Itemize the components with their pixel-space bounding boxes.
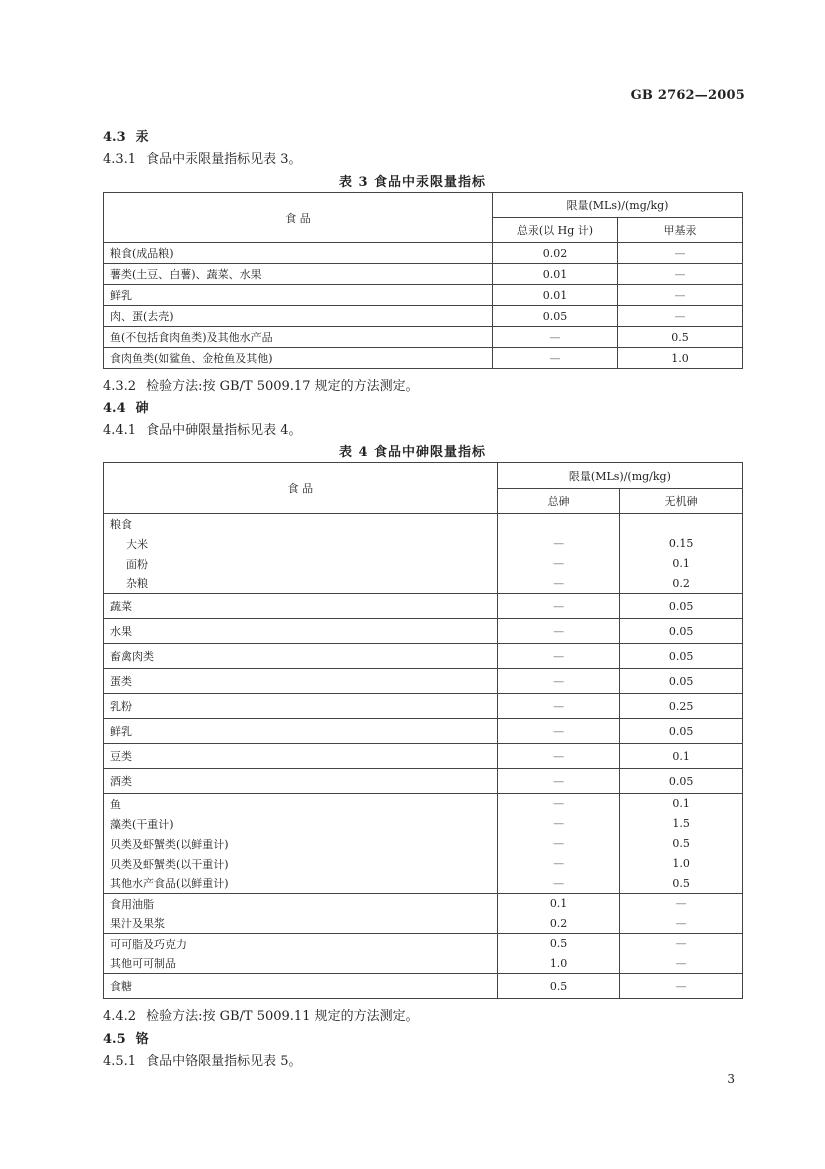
section-title: 铬 — [135, 1032, 149, 1047]
food-cell: 其他水产食品(以鲜重计) — [104, 874, 498, 894]
table-row — [104, 834, 743, 854]
section-number: 4.4 — [103, 401, 126, 416]
total-arsenic-cell: — — [497, 534, 620, 554]
inorganic-arsenic-cell: 0.1 — [620, 794, 743, 814]
section-number: 4.5 — [103, 1032, 126, 1047]
total-arsenic-cell: — — [497, 744, 620, 769]
section-number: 4.4.2 — [103, 1009, 137, 1024]
table-row — [104, 574, 743, 594]
food-cell: 果汁及果浆 — [104, 914, 498, 934]
food-cell: 食用油脂 — [104, 894, 498, 914]
inorganic-arsenic-cell: 0.05 — [620, 619, 743, 644]
section-4-4-2 — [103, 1005, 419, 1024]
total-arsenic-cell: — — [497, 694, 620, 719]
total-arsenic-cell: — — [497, 669, 620, 694]
header-food: 食 品 — [104, 193, 493, 243]
table-3 — [103, 192, 743, 369]
page-number: 3 — [727, 1072, 735, 1086]
total-arsenic-cell: — — [497, 619, 620, 644]
food-cell: 水果 — [104, 619, 498, 644]
food-cell: 其他可可制品 — [104, 954, 498, 974]
total-mercury-cell: 0.05 — [493, 306, 618, 327]
total-arsenic-cell: — — [497, 719, 620, 744]
methylmercury-cell: — — [618, 243, 743, 264]
food-cell: 鲜乳 — [104, 285, 493, 306]
section-4-3-2 — [103, 375, 419, 394]
table-4 — [103, 462, 743, 999]
inorganic-arsenic-cell: 0.05 — [620, 669, 743, 694]
paragraph-text: 检验方法:按 GB/T 5009.11 规定的方法测定。 — [146, 1009, 419, 1024]
section-4-3-heading — [103, 126, 149, 145]
food-cell: 食糖 — [104, 974, 498, 999]
food-cell: 肉、蛋(去壳) — [104, 306, 493, 327]
paragraph-text: 食品中汞限量指标见表 3。 — [146, 152, 302, 167]
food-cell: 粮食 — [104, 514, 498, 534]
section-4-3-1 — [103, 148, 301, 167]
table-row — [104, 619, 743, 644]
table-row — [104, 814, 743, 834]
table-row — [104, 934, 743, 954]
food-cell: 蔬菜 — [104, 594, 498, 619]
paragraph-text: 检验方法:按 GB/T 5009.17 规定的方法测定。 — [146, 379, 419, 394]
total-arsenic-cell: — — [497, 834, 620, 854]
header-food: 食 品 — [104, 463, 498, 514]
section-4-5-heading — [103, 1028, 149, 1047]
table-row — [104, 534, 743, 554]
total-arsenic-cell: 0.1 — [497, 894, 620, 914]
food-cell: 粮食(成品粮) — [104, 243, 493, 264]
food-cell: 藻类(干重计) — [104, 814, 498, 834]
food-cell: 薯类(土豆、白薯)、蔬菜、水果 — [104, 264, 493, 285]
inorganic-arsenic-cell: 0.05 — [620, 644, 743, 669]
total-arsenic-cell: — — [497, 594, 620, 619]
inorganic-arsenic-cell — [620, 514, 743, 534]
table-row — [104, 285, 743, 306]
food-cell: 面粉 — [104, 554, 498, 574]
total-arsenic-cell: 1.0 — [497, 954, 620, 974]
section-4-5-1 — [103, 1050, 301, 1069]
food-cell: 畜禽肉类 — [104, 644, 498, 669]
section-title: 砷 — [135, 401, 149, 416]
table-row — [104, 874, 743, 894]
food-cell: 鲜乳 — [104, 719, 498, 744]
inorganic-arsenic-cell: 0.5 — [620, 834, 743, 854]
inorganic-arsenic-cell: 0.5 — [620, 874, 743, 894]
methylmercury-cell: 1.0 — [618, 348, 743, 369]
table-row — [104, 769, 743, 794]
inorganic-arsenic-cell: 0.2 — [620, 574, 743, 594]
table-row — [104, 264, 743, 285]
section-number: 4.3.1 — [103, 152, 137, 167]
food-cell: 杂粮 — [104, 574, 498, 594]
inorganic-arsenic-cell: — — [620, 914, 743, 934]
section-number: 4.4.1 — [103, 423, 137, 438]
table-row — [104, 914, 743, 934]
total-arsenic-cell: 0.5 — [497, 974, 620, 999]
total-arsenic-cell: — — [497, 854, 620, 874]
total-arsenic-cell: — — [497, 554, 620, 574]
table-row — [104, 854, 743, 874]
inorganic-arsenic-cell: — — [620, 934, 743, 954]
header-limit: 限量(MLs)/(mg/kg) — [493, 193, 743, 218]
table-row — [104, 327, 743, 348]
section-title: 汞 — [135, 130, 149, 145]
total-mercury-cell: 0.01 — [493, 285, 618, 306]
header-col2: 甲基汞 — [618, 218, 743, 243]
food-cell: 豆类 — [104, 744, 498, 769]
table-row — [104, 243, 743, 264]
inorganic-arsenic-cell: 0.05 — [620, 719, 743, 744]
total-arsenic-cell: — — [497, 814, 620, 834]
total-arsenic-cell: 0.2 — [497, 914, 620, 934]
total-arsenic-cell: — — [497, 794, 620, 814]
header-col2: 无机砷 — [620, 489, 743, 514]
methylmercury-cell: 0.5 — [618, 327, 743, 348]
inorganic-arsenic-cell: 0.15 — [620, 534, 743, 554]
total-arsenic-cell: — — [497, 874, 620, 894]
header-limit: 限量(MLs)/(mg/kg) — [497, 463, 742, 489]
methylmercury-cell: — — [618, 264, 743, 285]
section-number: 4.3.2 — [103, 379, 137, 394]
inorganic-arsenic-cell: 0.05 — [620, 594, 743, 619]
table-4-caption: 表 4 食品中砷限量指标 — [338, 445, 487, 460]
inorganic-arsenic-cell: — — [620, 954, 743, 974]
inorganic-arsenic-cell: — — [620, 894, 743, 914]
header-col1: 总砷 — [497, 489, 620, 514]
food-cell: 食肉鱼类(如鲨鱼、金枪鱼及其他) — [104, 348, 493, 369]
inorganic-arsenic-cell: 1.5 — [620, 814, 743, 834]
food-cell: 贝类及虾蟹类(以干重计) — [104, 854, 498, 874]
methylmercury-cell: — — [618, 306, 743, 327]
paragraph-text: 食品中铬限量指标见表 5。 — [146, 1054, 302, 1069]
food-cell: 贝类及虾蟹类(以鲜重计) — [104, 834, 498, 854]
inorganic-arsenic-cell: — — [620, 974, 743, 999]
food-cell: 酒类 — [104, 769, 498, 794]
inorganic-arsenic-cell: 0.05 — [620, 769, 743, 794]
table-row — [104, 974, 743, 999]
methylmercury-cell: — — [618, 285, 743, 306]
table-row — [104, 669, 743, 694]
table-row — [104, 794, 743, 814]
table-row — [104, 719, 743, 744]
total-mercury-cell: 0.02 — [493, 243, 618, 264]
table-3-caption: 表 3 食品中汞限量指标 — [338, 175, 487, 190]
total-arsenic-cell: — — [497, 644, 620, 669]
table-row — [104, 694, 743, 719]
food-cell: 鱼 — [104, 794, 498, 814]
header-col1: 总汞(以 Hg 计) — [493, 218, 618, 243]
inorganic-arsenic-cell: 0.1 — [620, 744, 743, 769]
paragraph-text: 食品中砷限量指标见表 4。 — [146, 423, 302, 438]
table-row — [104, 514, 743, 534]
table-row — [104, 894, 743, 914]
food-cell: 乳粉 — [104, 694, 498, 719]
inorganic-arsenic-cell: 0.25 — [620, 694, 743, 719]
standard-number: GB 2762—2005 — [630, 88, 745, 103]
total-arsenic-cell: — — [497, 574, 620, 594]
table-row — [104, 644, 743, 669]
food-cell: 鱼(不包括食肉鱼类)及其他水产品 — [104, 327, 493, 348]
table-row — [104, 594, 743, 619]
table-row — [104, 554, 743, 574]
table-row — [104, 348, 743, 369]
total-mercury-cell: — — [493, 348, 618, 369]
food-cell: 大米 — [104, 534, 498, 554]
total-mercury-cell: — — [493, 327, 618, 348]
total-mercury-cell: 0.01 — [493, 264, 618, 285]
section-number: 4.5.1 — [103, 1054, 137, 1069]
food-cell: 蛋类 — [104, 669, 498, 694]
table-row — [104, 306, 743, 327]
table-row — [104, 954, 743, 974]
inorganic-arsenic-cell: 1.0 — [620, 854, 743, 874]
total-arsenic-cell: — — [497, 769, 620, 794]
section-number: 4.3 — [103, 130, 126, 145]
table-row — [104, 744, 743, 769]
total-arsenic-cell: 0.5 — [497, 934, 620, 954]
inorganic-arsenic-cell: 0.1 — [620, 554, 743, 574]
section-4-4-1 — [103, 419, 301, 438]
section-4-4-heading — [103, 397, 149, 416]
total-arsenic-cell — [497, 514, 620, 534]
food-cell: 可可脂及巧克力 — [104, 934, 498, 954]
